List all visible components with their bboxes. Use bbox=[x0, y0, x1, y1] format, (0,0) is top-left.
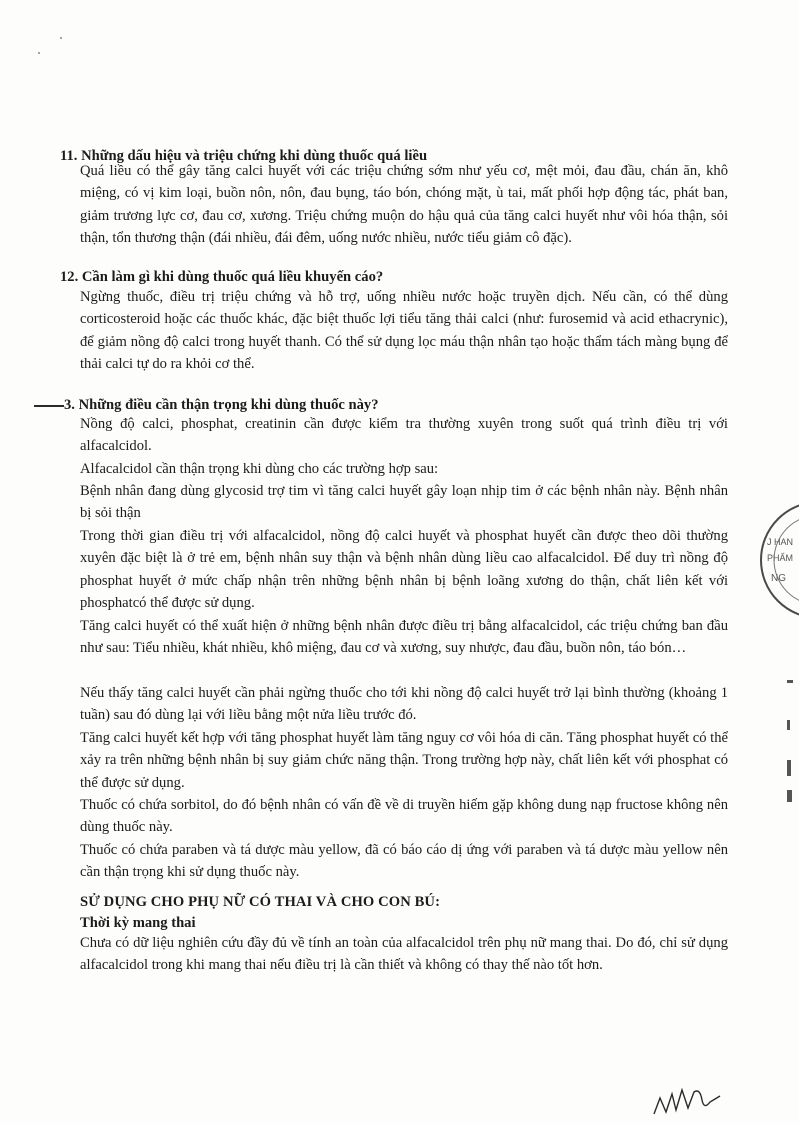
edge-mark bbox=[787, 680, 793, 683]
margin-dash-mark bbox=[34, 405, 64, 407]
handwritten-signature bbox=[648, 1080, 728, 1120]
section-13-paragraph-7: Tăng calci huyết kết hợp với tăng phosphat huyết làm tăng nguy cơ vôi hóa di căn. Tăng phosphat huyết có thể xảy ra trên những bệnh nhân bị suy giảm chức năng thận. Trong trường hợp này, chất liên kết với phosphat có thể được sử dụng. bbox=[80, 730, 728, 791]
section-13-paragraph-8: Thuốc có chứa sorbitol, do đó bệnh nhân có vấn đề về di truyền hiếm gặp không dung nạp fructose không nên dùng thuốc này. bbox=[80, 797, 728, 836]
stamp-line-3: NG bbox=[771, 573, 786, 584]
edge-mark bbox=[787, 720, 790, 730]
scan-speck bbox=[60, 37, 62, 39]
section-13-paragraph-5: Tăng calci huyết có thể xuất hiện ở những bệnh nhân được điều trị bằng alfacalcidol, các triệu chứng ban đầu như sau: Tiểu nhiều, khát nhiều, khô miệng, đau cơ và xương, suy nhược, đau đầu, buồn nôn, táo bón… bbox=[80, 618, 728, 657]
scan-speck bbox=[38, 52, 40, 54]
section-13-paragraph-4: Trong thời gian điều trị với alfacalcidol, nồng độ calci huyết và phosphat huyết cần được theo dõi thường xuyên đặc biệt là ở trẻ em, bệnh nhân suy thận và bệnh nhân dùng liều cao alfacalcidol. Để duy trì nồng độ phosphat huyết ở mức chấp nhận trên những bệnh nhân bị bệnh loãng xương do thận, chất liên kết với phosphatcó thể được sử dụng. bbox=[80, 528, 728, 611]
pregnancy-subtitle: Thời kỳ mang thai bbox=[80, 915, 196, 931]
company-stamp bbox=[757, 495, 799, 625]
section-11-title: 11. Những dấu hiệu và triệu chứng khi dùng thuốc quá liều bbox=[60, 148, 428, 164]
section-12-paragraph: Ngừng thuốc, điều trị triệu chứng và hỗ trợ, uống nhiều nước hoặc truyền dịch. Nếu cần, có thể dùng corticosteroid hoặc các thuốc khác, đặc biệt thuốc lợi tiểu tăng thải calci (như: furosemid và acid ethacrynic), để giảm nồng độ calci trong huyết thanh. Có thể sử dụng lọc máu thận nhân tạo hoặc thẩm tách màng bụng để thải calci tự do ra khỏi cơ thể. bbox=[80, 289, 728, 372]
section-13-paragraph-9: Thuốc có chứa paraben và tá dược màu yellow, đã có báo cáo dị ứng với paraben và tá dược màu yellow nên cần thận trọng khi sử dụng thuốc này. bbox=[80, 842, 728, 881]
section-13-paragraph-6: Nếu thấy tăng calci huyết cần phải ngừng thuốc cho tới khi nồng độ calci huyết trở lại bình thường (khoảng 1 tuần) sau đó dùng lại với liều bằng một nửa liều trước đó. bbox=[80, 685, 728, 724]
section-13-title: 3. Những điều cần thận trọng khi dùng thuốc này? bbox=[64, 397, 379, 413]
section-12-title: 12. Cần làm gì khi dùng thuốc quá liều khuyến cáo? bbox=[60, 269, 384, 285]
edge-mark bbox=[787, 760, 791, 776]
section-11-paragraph: Quá liều có thể gây tăng calci huyết với các triệu chứng sớm như yếu cơ, mệt mỏi, đau đầu, chán ăn, khô miệng, có vị kim loại, buồn nôn, nôn, đau bụng, táo bón, chóng mặt, ù tai, mất phối hợp động tác, phát ban, giảm trương lực cơ, đau cơ, xương. Triệu chứng muộn do hậu quả của tăng calci huyết như vôi hóa thận, sỏi thận, tổn thương thận (đái nhiều, đái đêm, uống nước nhiều, nước tiểu giảm cô đặc). bbox=[80, 163, 728, 246]
stamp-line-2: PHẨM bbox=[767, 553, 794, 563]
stamp-line-1: J HAN bbox=[767, 537, 794, 547]
section-13-paragraph-1: Nồng độ calci, phosphat, creatinin cần được kiểm tra thường xuyên trong suốt quá trình điều trị với alfacalcidol. bbox=[80, 416, 728, 455]
pregnancy-section-title: SỬ DỤNG CHO PHỤ NỮ CÓ THAI VÀ CHO CON BÚ: bbox=[80, 894, 441, 910]
pregnancy-paragraph: Chưa có dữ liệu nghiên cứu đầy đủ về tính an toàn của alfacalcidol trên phụ nữ mang thai. Do đó, chỉ sử dụng alfacalcidol trong khi mang thai nếu điều trị là cần thiết và không có thay thế nào tốt hơn. bbox=[80, 935, 728, 974]
edge-mark bbox=[787, 790, 792, 802]
section-13-paragraph-3: Bệnh nhân đang dùng glycosid trợ tim vì tăng calci huyết gây loạn nhịp tim ở các bệnh nhân này. Bệnh nhân bị sỏi thận bbox=[80, 483, 728, 522]
section-13-paragraph-2: Alfacalcidol cần thận trọng khi dùng cho các trường hợp sau: bbox=[80, 461, 439, 477]
